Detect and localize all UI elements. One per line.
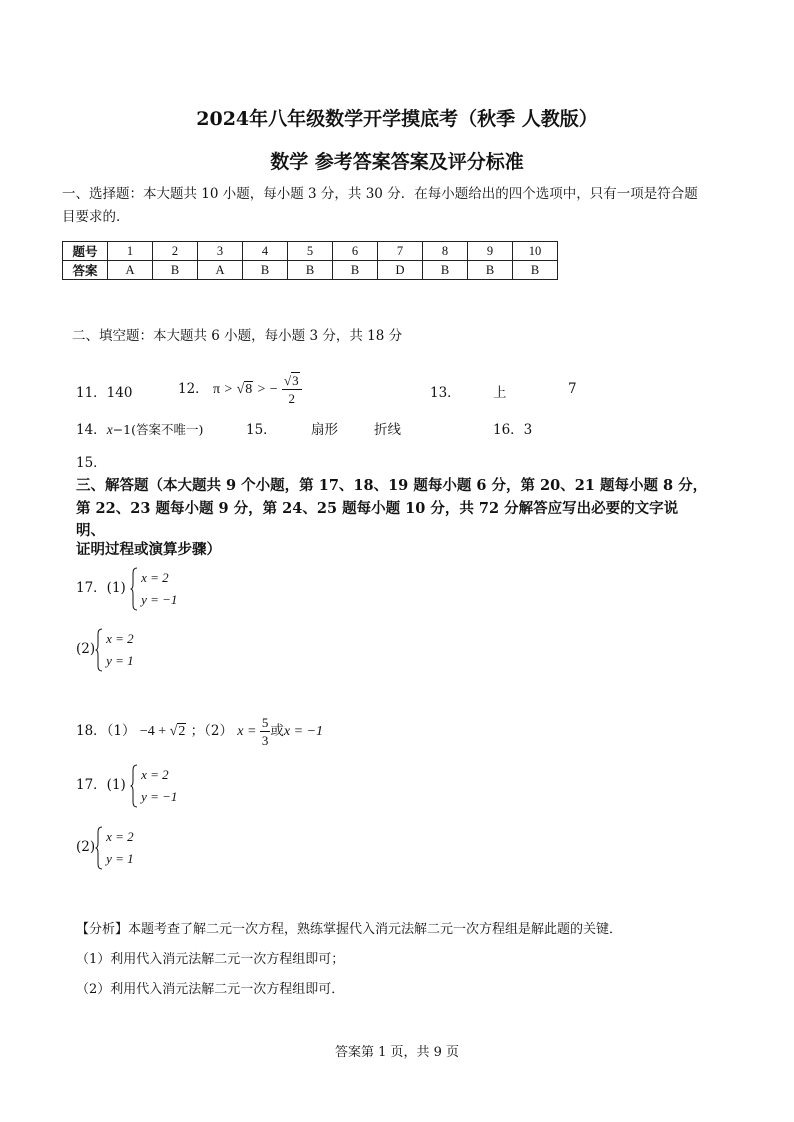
- table-cell-answer: B: [153, 261, 198, 280]
- q15-repeat-label: 15．: [76, 455, 107, 471]
- q12-label: 12．: [178, 381, 209, 397]
- table-cell-number: 5: [288, 242, 333, 261]
- q18-or: 或: [270, 723, 284, 739]
- q18-fraction: [260, 716, 271, 747]
- q15-answer-b: 折线: [374, 422, 401, 438]
- table-cell-number: 2: [153, 242, 198, 261]
- q14-answer: [76, 418, 203, 438]
- q17b-label: 17．(1): [76, 777, 126, 793]
- q13-answer-a: 上: [493, 385, 507, 401]
- table-cell-number: 7: [378, 242, 423, 261]
- q17b-eq2: y = −1: [141, 788, 178, 804]
- q17a-part2: [76, 627, 134, 672]
- table-header-number: 题号: [63, 242, 108, 261]
- analysis-line3: （2）利用代入消元法解二元一次方程组即可．: [76, 982, 345, 997]
- table-row-numbers: [63, 242, 558, 261]
- q12-fraction: $\frac{√3}{2}$: [282, 374, 302, 405]
- q14-label: 14．: [76, 422, 107, 438]
- q17b-system1: [130, 764, 177, 808]
- q12-gt1: >: [224, 382, 233, 397]
- q12-gt2: >: [257, 382, 266, 397]
- q17b-part1: [76, 763, 177, 808]
- q14-variable: x: [106, 422, 113, 437]
- table-row-answers: [63, 261, 558, 280]
- q17a-system1: [130, 567, 177, 611]
- table-cell-answer: B: [288, 261, 333, 280]
- table-cell-answer: D: [378, 261, 423, 280]
- q17a-eq2: y = −1: [141, 591, 178, 607]
- q17a-eq1: x = 2: [141, 569, 169, 585]
- page-subtitle: 数学 参考答案答案及评分标准: [270, 151, 524, 173]
- table-cell-number: 1: [108, 242, 153, 261]
- brace-icon: [95, 628, 103, 672]
- q12-answer: 12． π > √8 > − $\frac{√3}{2}$: [178, 374, 302, 405]
- q17b-label2: (2): [76, 839, 96, 855]
- table-cell-number: 10: [513, 242, 558, 261]
- q13-answer-b: 7: [568, 381, 577, 397]
- brace-icon: [95, 826, 103, 870]
- q13-label: 13．: [430, 385, 461, 401]
- table-cell-number: 4: [243, 242, 288, 261]
- table-cell-answer: B: [468, 261, 513, 280]
- section3-line1: 三、解答题（本大题共 9 个小题，第 17、18、19 题每小题 6 分，第 20、21 题每小题 8 分，: [76, 477, 708, 494]
- q17a-system2: [95, 628, 134, 672]
- q17a-part1: [76, 566, 177, 611]
- q18-part1-a: −4 +: [139, 724, 170, 739]
- q17b-part2: [76, 825, 134, 870]
- section1-line1: 一、选择题：本大题共 10 小题，每小题 3 分，共 30 分．在每小题给出的四个选项中，只有一项是符合题: [62, 186, 698, 202]
- table-cell-answer: B: [513, 261, 558, 280]
- page-title: 2024年八年级数学开学摸底考（秋季 人教版）: [196, 108, 598, 130]
- q18-num: 5: [261, 715, 269, 730]
- q18-separator: ；（2）: [190, 723, 233, 739]
- table-cell-number: 8: [423, 242, 468, 261]
- brace-icon: [130, 764, 138, 808]
- q17a-eq4: y = 1: [106, 652, 134, 668]
- table-cell-answer: B: [423, 261, 468, 280]
- q17a-eq3: x = 2: [106, 630, 134, 646]
- q12-num: 3: [292, 373, 299, 388]
- q12-pi: π: [212, 382, 221, 397]
- q17a-label: 17．(1): [76, 580, 126, 596]
- table-cell-answer: A: [198, 261, 243, 280]
- table-cell-answer: B: [333, 261, 378, 280]
- q12-minus: −: [269, 382, 278, 397]
- section3-line2: 第 22、23 题每小题 9 分，第 24、25 题每小题 10 分，共 72 分解答应写出必要的文字说: [76, 500, 679, 517]
- table-cell-answer: B: [243, 261, 288, 280]
- q14-rest: −1(答案不唯一): [112, 422, 204, 437]
- q17b-eq1: x = 2: [141, 766, 169, 782]
- table-cell-answer: A: [108, 261, 153, 280]
- table-cell-number: 9: [468, 242, 513, 261]
- section2-heading: 二、填空题：本大题共 6 小题，每小题 3 分，共 18 分: [72, 328, 403, 344]
- q12-rad8: 8: [245, 382, 253, 397]
- section1-line2: 目要求的．: [62, 209, 130, 225]
- q17b-eq4: y = 1: [106, 850, 134, 866]
- q15-answer-a: 扇形: [311, 422, 338, 438]
- q11-answer: 11．140: [76, 385, 133, 401]
- table-header-answer: 答案: [63, 261, 108, 280]
- q17b-eq3: x = 2: [106, 828, 134, 844]
- q12-den: 2: [288, 391, 296, 406]
- q17a-label2: (2): [76, 641, 96, 657]
- analysis-line2: （1）利用代入消元法解二元一次方程组即可；: [76, 952, 345, 967]
- q18-label: 18．（1）: [76, 723, 136, 739]
- analysis-line1: 【分析】本题考查了解二元一次方程，熟练掌握代入消元法解二元一次方程组是解此题的关键．: [76, 922, 623, 937]
- page-footer: 答案第 1 页，共 9 页: [334, 1045, 460, 1060]
- q18-answer: 18．（1） −4 + √2 ；（2） x = $\frac{5}{3}$ 或x = −1: [76, 715, 324, 748]
- q18-part1-rad: 2: [178, 724, 186, 739]
- q18-den: 3: [261, 733, 269, 748]
- q16-answer: 16．3: [493, 422, 533, 438]
- q18-x2: x = −1: [283, 724, 324, 739]
- section3-line3: 明、: [76, 522, 105, 539]
- q15-label: 15．: [246, 422, 277, 438]
- q17b-system2: [95, 826, 134, 870]
- table-cell-number: 3: [198, 242, 243, 261]
- answer-table: [62, 241, 558, 280]
- section3-line4: 证明过程或演算步骤）: [76, 541, 221, 558]
- brace-icon: [130, 567, 138, 611]
- table-cell-number: 6: [333, 242, 378, 261]
- q18-x1: x =: [237, 724, 260, 739]
